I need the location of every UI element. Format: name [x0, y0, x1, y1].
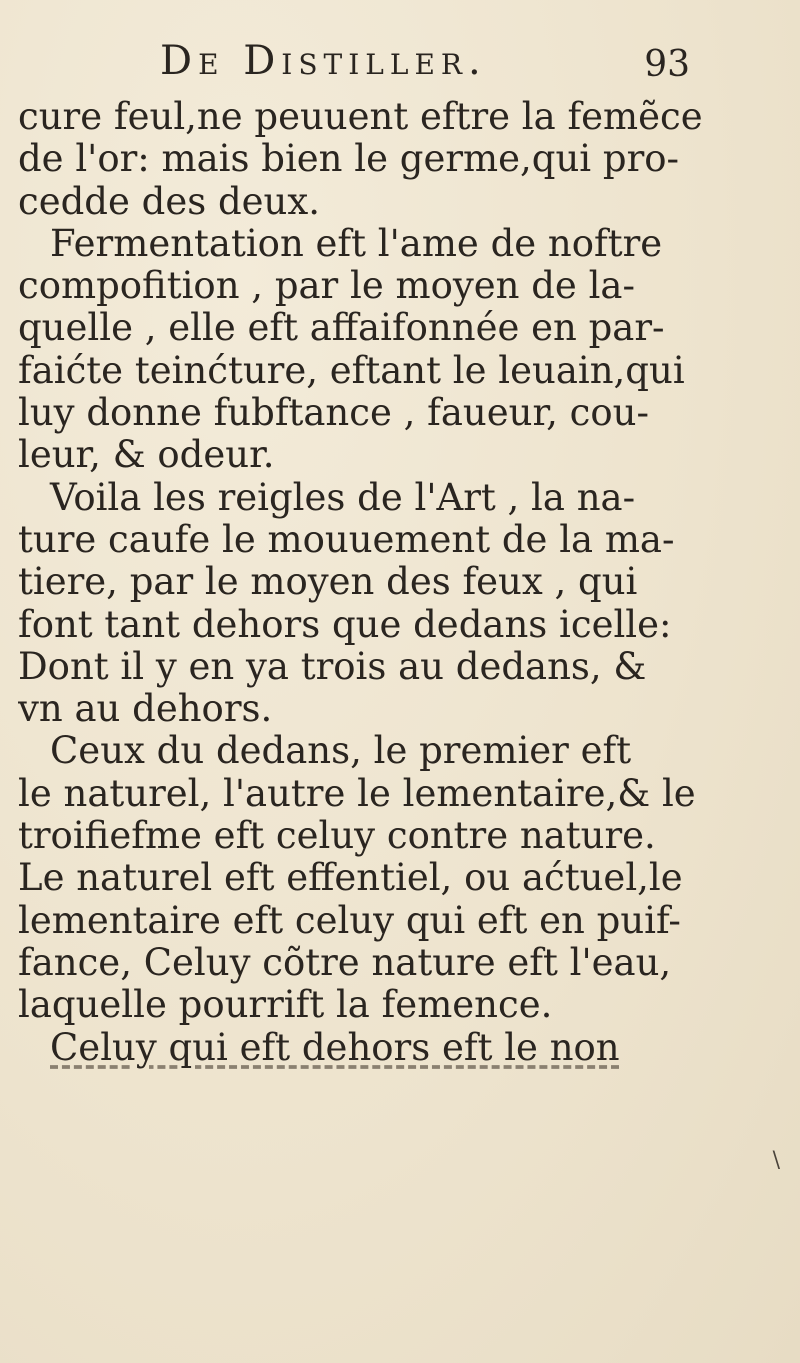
text-line: tiere, par le moyen des feux , qui [18, 561, 638, 604]
text-line: vn au dehors. [18, 688, 273, 731]
text-line: de l'or: mais bien le germe,qui pro- [18, 138, 680, 181]
body-text [18, 96, 718, 1069]
text-line: ture caufe le mouuement de la ma- [18, 518, 675, 561]
text-line: fance, Celuy cõtre nature eft l'eau, [18, 941, 672, 984]
paragraph-start-line: Celuy qui eft dehors eft le non [50, 1026, 620, 1069]
paragraph-start-line: Voila les reigles de l'Art , la na- [50, 476, 636, 519]
running-title: De Distiller. [160, 38, 487, 84]
text-line: leur, & odeur. [18, 434, 275, 477]
paragraph-start-line: Fermentation eft l'ame de noftre [50, 222, 663, 265]
text-line: luy donne fubftance , faueur, cou- [18, 392, 649, 435]
page-header [0, 38, 800, 98]
text-line: troifiefme eft celuy contre nature. [18, 815, 656, 858]
margin-mark: \ [772, 1148, 780, 1173]
text-line: Le naturel eft effentiel, ou aćtuel,le [18, 857, 683, 900]
text-line: laquelle pourrift la femence. [18, 984, 553, 1027]
text-line: cure feul,ne peuuent eftre la femẽce [18, 96, 703, 138]
text-line: le naturel, l'autre le lementaire,& le [18, 772, 696, 815]
text-line: font tant dehors que dedans icelle: [18, 603, 672, 646]
text-line: Dont il y en ya trois au dedans, & [18, 645, 647, 688]
page-number: 93 [644, 44, 690, 85]
text-line: faićte teinćture, eftant le leuain,qui [18, 349, 685, 392]
paragraph-start-line: Ceux du dedans, le premier eft [50, 730, 632, 773]
text-line: cedde des deux. [18, 180, 321, 223]
text-line: lementaire eft celuy qui eft en puif- [18, 899, 681, 942]
text-line: compofition , par le moyen de la- [18, 265, 635, 308]
text-line: quelle , elle eft affaifonnée en par- [18, 307, 665, 350]
